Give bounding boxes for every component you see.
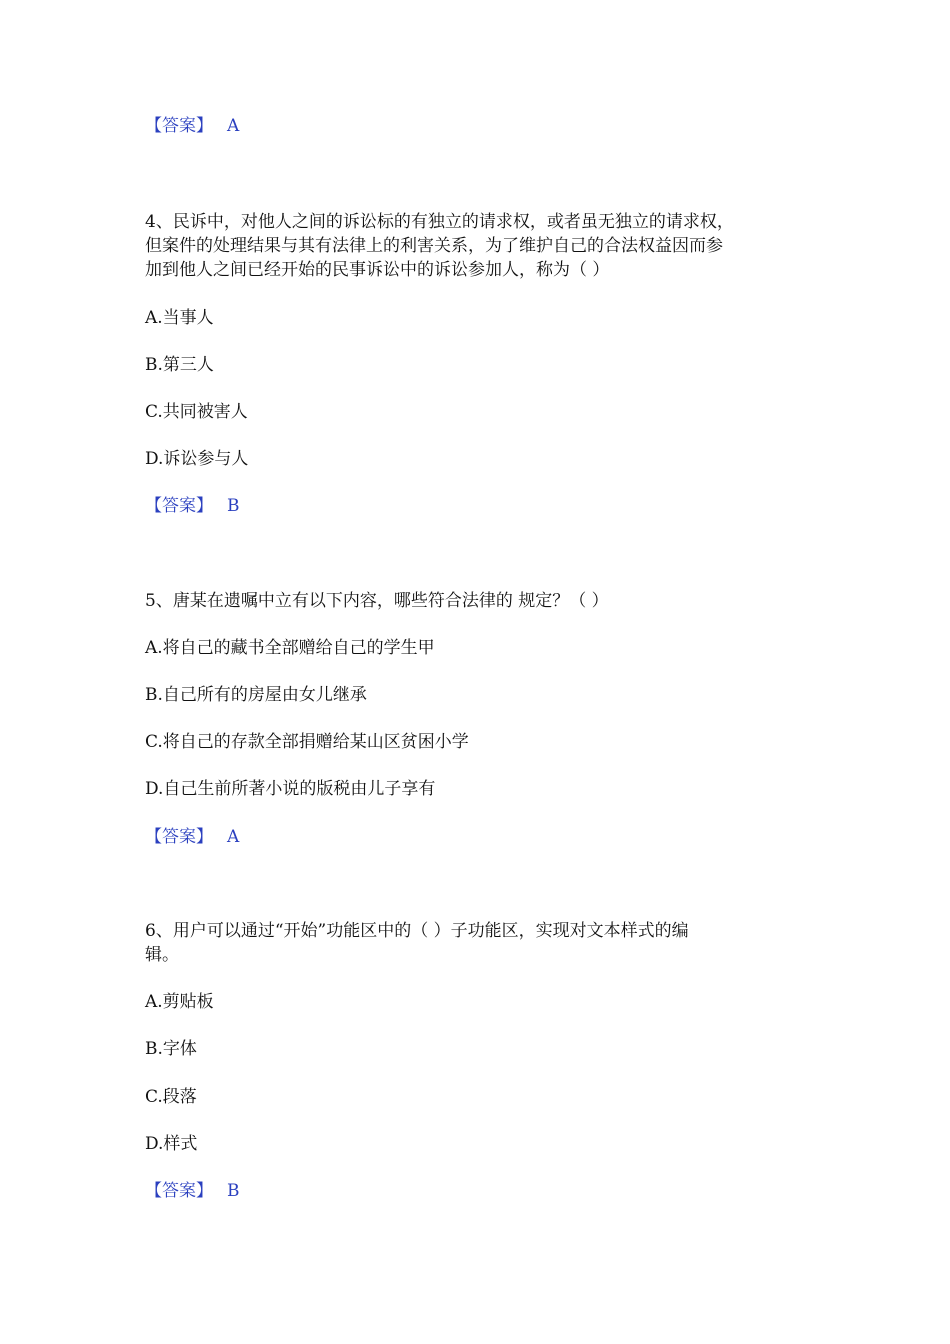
answer-value: A <box>227 827 240 847</box>
q3-answer <box>145 114 239 138</box>
question-line: 辑。 <box>145 945 179 965</box>
answer-label: 【答案】 <box>145 116 213 136</box>
q4-option-c: C.共同被害人 <box>145 402 248 422</box>
q5-question <box>145 589 805 613</box>
q6-answer <box>145 1179 240 1203</box>
q6-question <box>145 919 805 967</box>
q5-option-d: D.自己生前所著小说的版税由儿子享有 <box>145 779 436 799</box>
q4-option-b: B.第三人 <box>145 355 214 375</box>
q5-option-a: A.将自己的藏书全部赠给自己的学生甲 <box>145 638 435 658</box>
q5-answer <box>145 825 239 849</box>
answer-label: 【答案】 <box>145 496 213 516</box>
answer-value: B <box>227 1181 240 1201</box>
question-line: 5、唐某在遗嘱中立有以下内容，哪些符合法律的 规定？（ ） <box>145 591 609 611</box>
question-line: 但案件的处理结果与其有法律上的利害关系，为了维护自己的合法权益因而参 <box>145 236 723 256</box>
q6-option-b: B.字体 <box>145 1039 197 1059</box>
q4-answer <box>145 494 240 518</box>
q6-option-a: A.剪贴板 <box>145 992 214 1012</box>
q6-option-c: C.段落 <box>145 1087 197 1107</box>
question-line: 6、用户可以通过“开始”功能区中的（ ）子功能区，实现对文本样式的编 <box>145 921 689 941</box>
answer-label: 【答案】 <box>145 827 213 847</box>
answer-value: A <box>227 116 240 136</box>
q4-question <box>145 210 805 282</box>
answer-label: 【答案】 <box>145 1181 213 1201</box>
q4-option-d: D.诉讼参与人 <box>145 449 249 469</box>
q4-option-a: A.当事人 <box>145 308 214 328</box>
question-line: 4、民诉中，对他人之间的诉讼标的有独立的请求权，或者虽无独立的请求权， <box>145 212 734 232</box>
q5-option-b: B.自己所有的房屋由女儿继承 <box>145 685 367 705</box>
answer-value: B <box>227 496 240 516</box>
question-line: 加到他人之间已经开始的民事诉讼中的诉讼参加人，称为（ ） <box>145 260 610 280</box>
q6-option-d: D.样式 <box>145 1134 198 1154</box>
q5-option-c: C.将自己的存款全部捐赠给某山区贫困小学 <box>145 732 469 752</box>
